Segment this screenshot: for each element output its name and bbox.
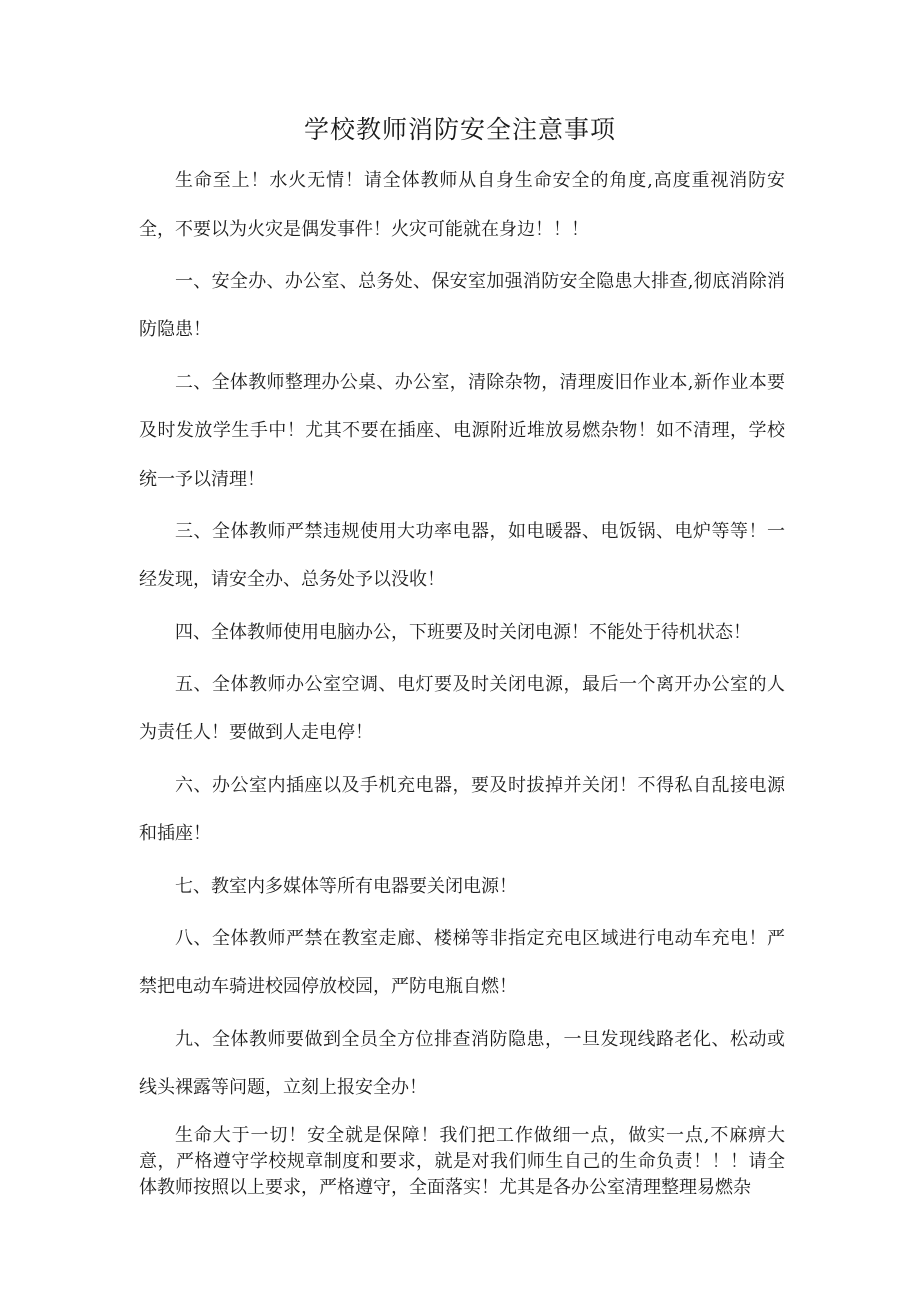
paragraph-item-8: 八、全体教师严禁在教室走廊、楼梯等非指定充电区域进行电动车充电！严禁把电动车骑进校园停放校园，严防电瓶自燃！ [139,927,785,998]
paragraph-item-2: 二、全体教师整理办公桌、办公室，清除杂物，清理废旧作业本,新作业本要及时发放学生手中！尤其不要在插座、电源附近堆放易燃杂物！如不清理，学校统一予以清理！ [139,371,785,490]
paragraph-closing: 生命大于一切！安全就是保障！我们把工作做细一点，做实一点,不麻痹大意，严格遵守学校规章制度和要求，就是对我们师生自己的生命负责！！！请全体教师按照以上要求，严格遵守，全面落实！尤其是各办公室清理整理易燃杂 [139,1124,785,1198]
document-title: 学校教师消防安全注意事项 [303,115,616,144]
document-body [139,157,785,1204]
paragraph-item-7: 七、教室内多媒体等所有电器要关闭电源！ [175,875,517,897]
paragraph-item-9: 九、全体教师要做到全员全方位排查消防隐患，一旦发现线路老化、松动或线头裸露等问题，立刻上报安全办！ [139,1028,785,1099]
paragraph-item-4: 四、全体教师使用电脑办公，下班要及时关闭电源！不能处于待机状态！ [175,621,751,643]
paragraph-item-1: 一、安全办、办公室、总务处、保安室加强消防安全隐患大排查,彻底消除消防隐患！ [139,270,785,341]
paragraph-item-6: 六、办公室内插座以及手机充电器，要及时拔掉并关闭！不得私自乱接电源和插座！ [139,774,785,845]
paragraph-item-5: 五、全体教师办公室空调、电灯要及时关闭电源，最后一个离开办公室的人为责任人！要做到人走电停！ [139,673,785,744]
paragraph-item-3: 三、全体教师严禁违规使用大功率电器，如电暖器、电饭锅、电炉等等！一经发现，请安全办、总务处予以没收！ [139,520,785,591]
paragraph-intro: 生命至上！水火无情！请全体教师从自身生命安全的角度,高度重视消防安全，不要以为火灾是偶发事件！火灾可能就在身边！！！ [139,170,785,240]
